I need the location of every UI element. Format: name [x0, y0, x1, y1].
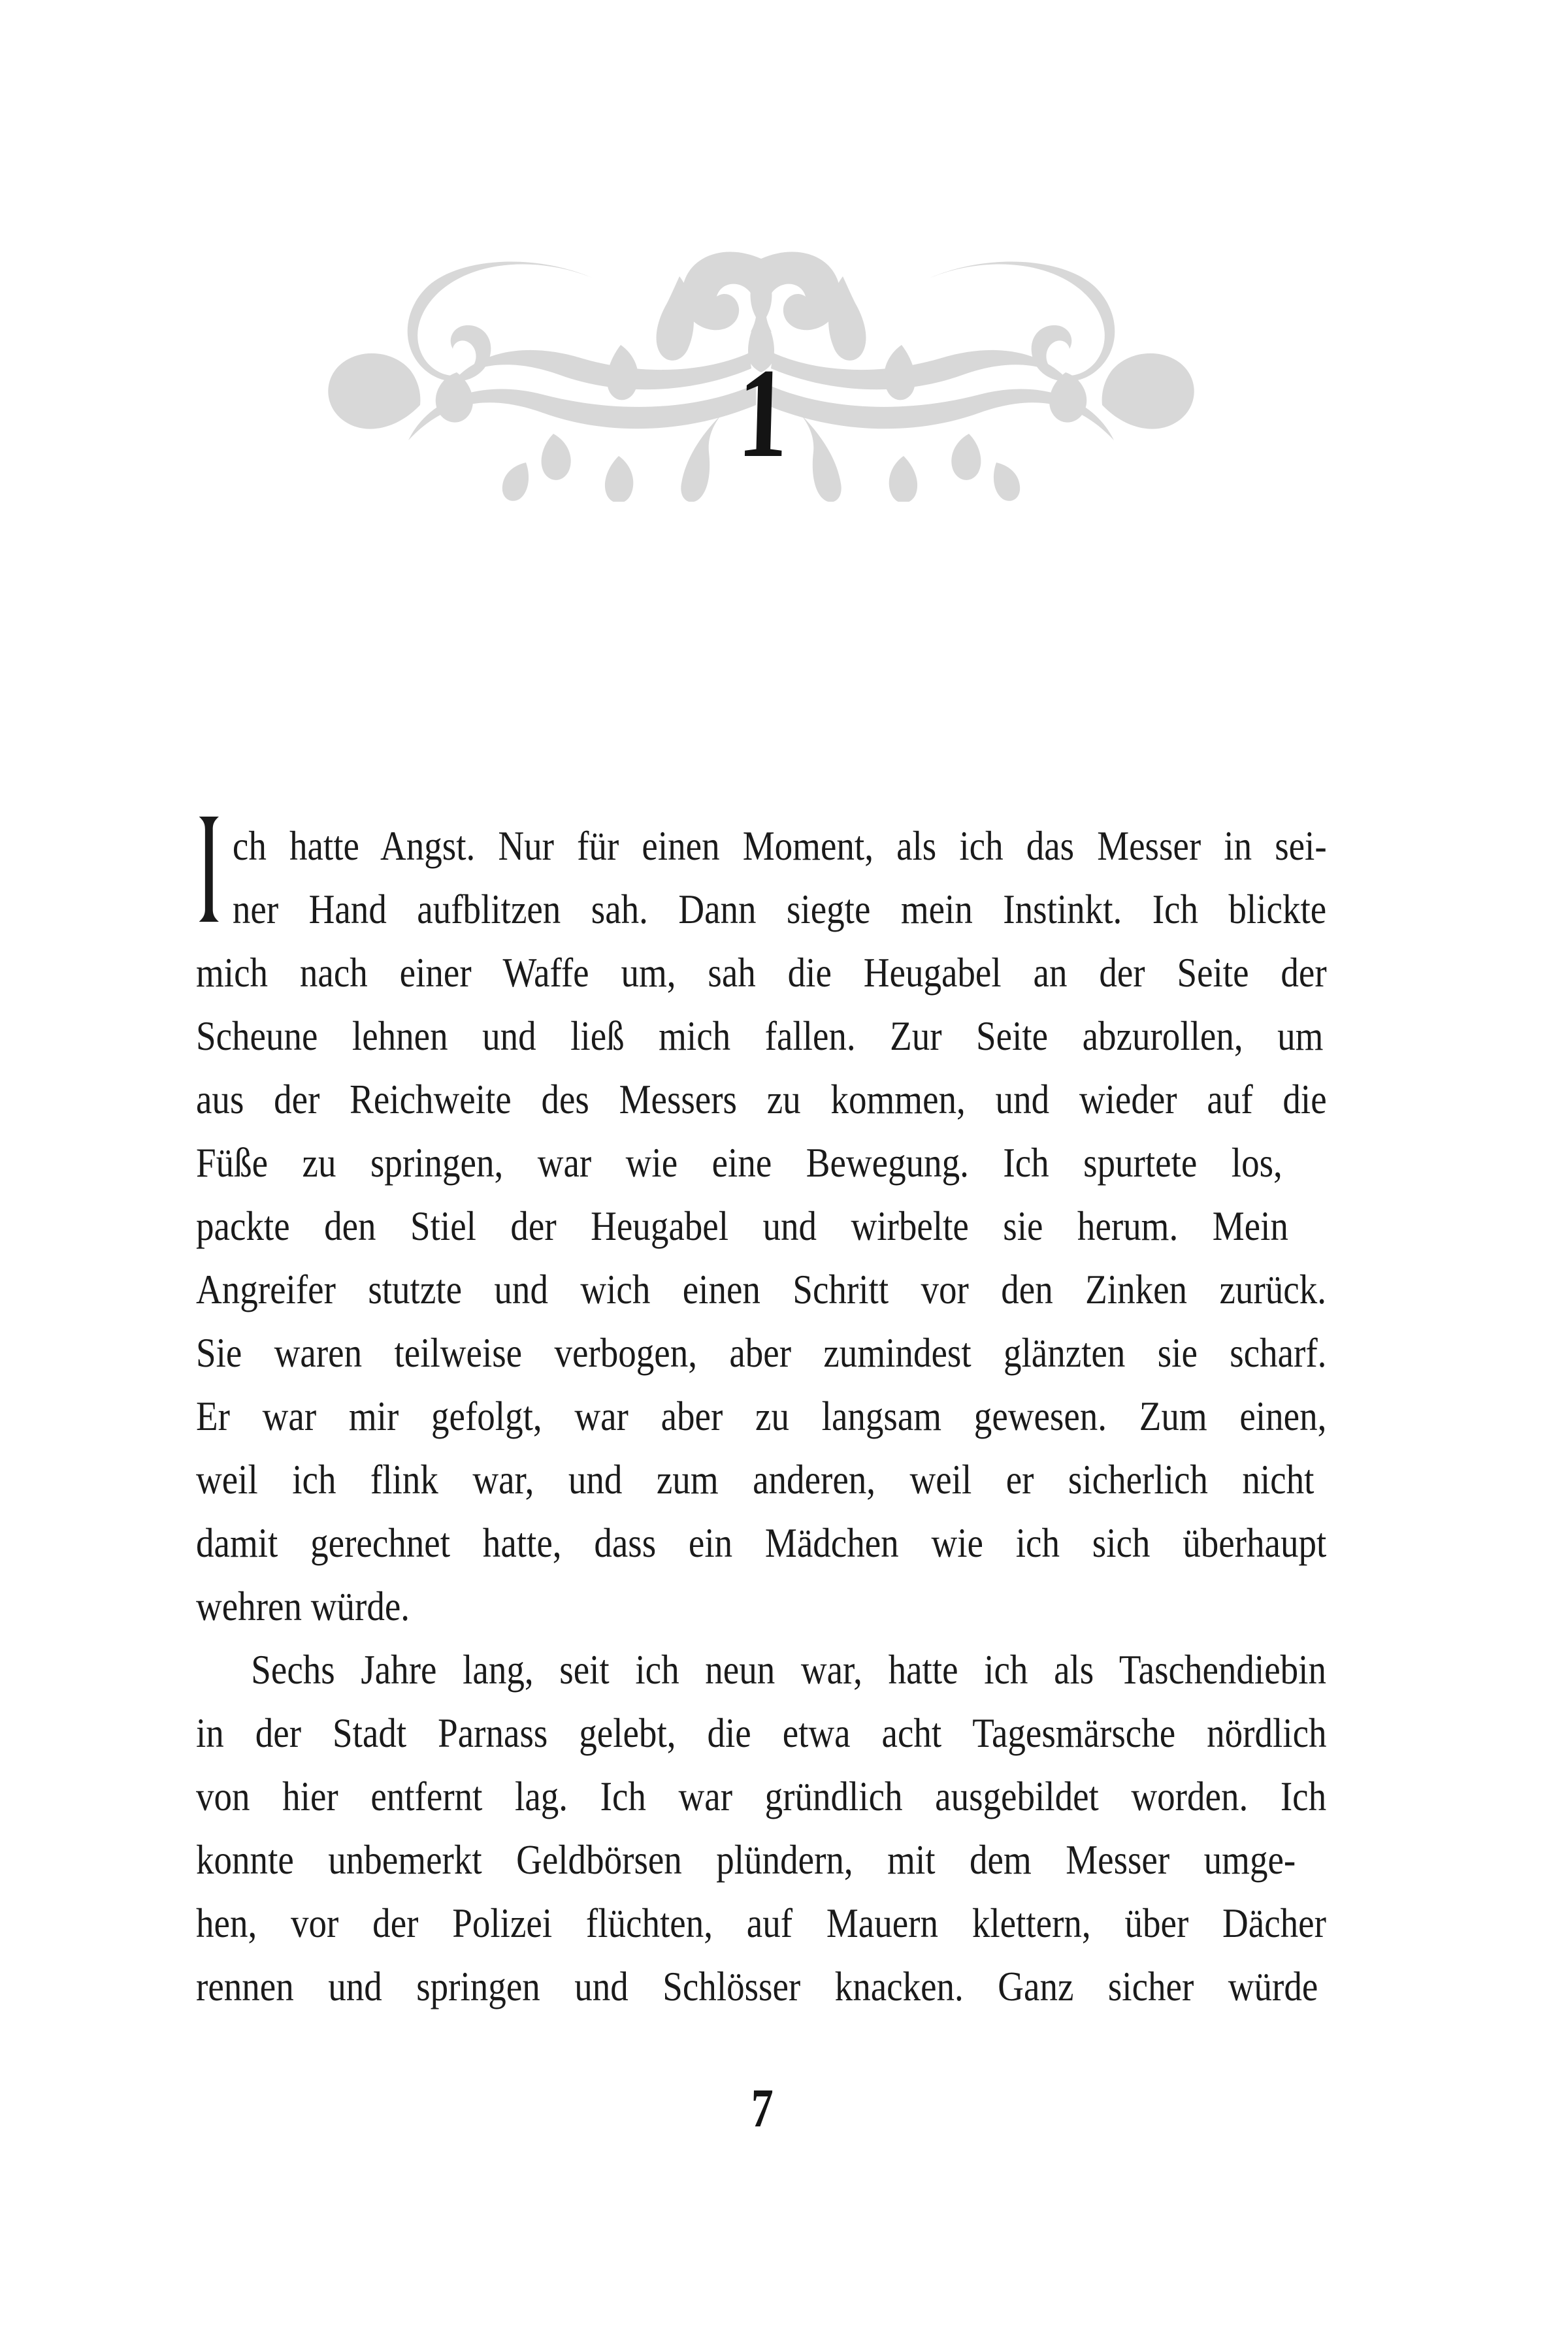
- text-line: Er war mir gefolgt, war aber zu langsam gewesen. Zum einen,: [196, 1393, 1327, 1439]
- page-number-glyph: 7: [750, 2078, 774, 2139]
- text-line: Sie waren teilweise verbogen, aber zumindest glänzten sie scharf.: [196, 1329, 1327, 1376]
- text-line: aus der Reichweite des Messers zu kommen, und wieder auf die: [196, 1076, 1327, 1122]
- text-line: von hier entfernt lag. Ich war gründlich ausgebildet worden. Ich: [196, 1773, 1327, 1819]
- chapter-number-glyph: 1: [736, 342, 790, 484]
- text-lines: [196, 814, 1326, 2018]
- text-line: Füße zu springen, war wie eine Bewegung. Ich spurtete los,: [196, 1139, 1282, 1186]
- text-line: konnte unbemerkt Geldbörsen plündern, mit dem Messer umge-: [196, 1836, 1296, 1883]
- text-line: Scheune lehnen und ließ mich fallen. Zur Seite abzurollen, um: [196, 1013, 1324, 1059]
- drop-cap-letter-I: [197, 815, 221, 923]
- text-line: rennen und springen und Schlösser knacken. Ganz sicher würde: [196, 1963, 1318, 2009]
- text-line: Sechs Jahre lang, seit ich neun war, hatte ich als Taschendiebin: [251, 1646, 1326, 1693]
- text-line: ch hatte Angst. Nur für einen Moment, als ich das Messer in sei-: [232, 822, 1327, 869]
- text-line: mich nach einer Waffe um, sah die Heugabel an der Seite der: [196, 949, 1327, 996]
- text-line: damit gerechnet hatte, dass ein Mädchen wie ich sich überhaupt: [196, 1520, 1327, 1566]
- text-block: [196, 814, 1326, 2018]
- text-line: in der Stadt Parnass gelebt, die etwa acht Tagesmärsche nördlich: [196, 1710, 1327, 1756]
- page-number: [196, 2078, 1326, 2139]
- text-line: Angreifer stutzte und wich einen Schritt vor den Zinken zurück.: [196, 1266, 1326, 1312]
- chapter-number: [196, 342, 1326, 484]
- text-line: packte den Stiel der Heugabel und wirbelte sie herum. Mein: [196, 1203, 1288, 1249]
- text-line: hen, vor der Polizei flüchten, auf Mauern klettern, über Dächer: [196, 1900, 1326, 1946]
- text-line: wehren würde.: [196, 1583, 410, 1629]
- text-line: weil ich flink war, und zum anderen, weil er sicherlich nicht: [196, 1456, 1315, 1503]
- text-line: ner Hand aufblitzen sah. Dann siegte mein Instinkt. Ich blickte: [232, 886, 1327, 932]
